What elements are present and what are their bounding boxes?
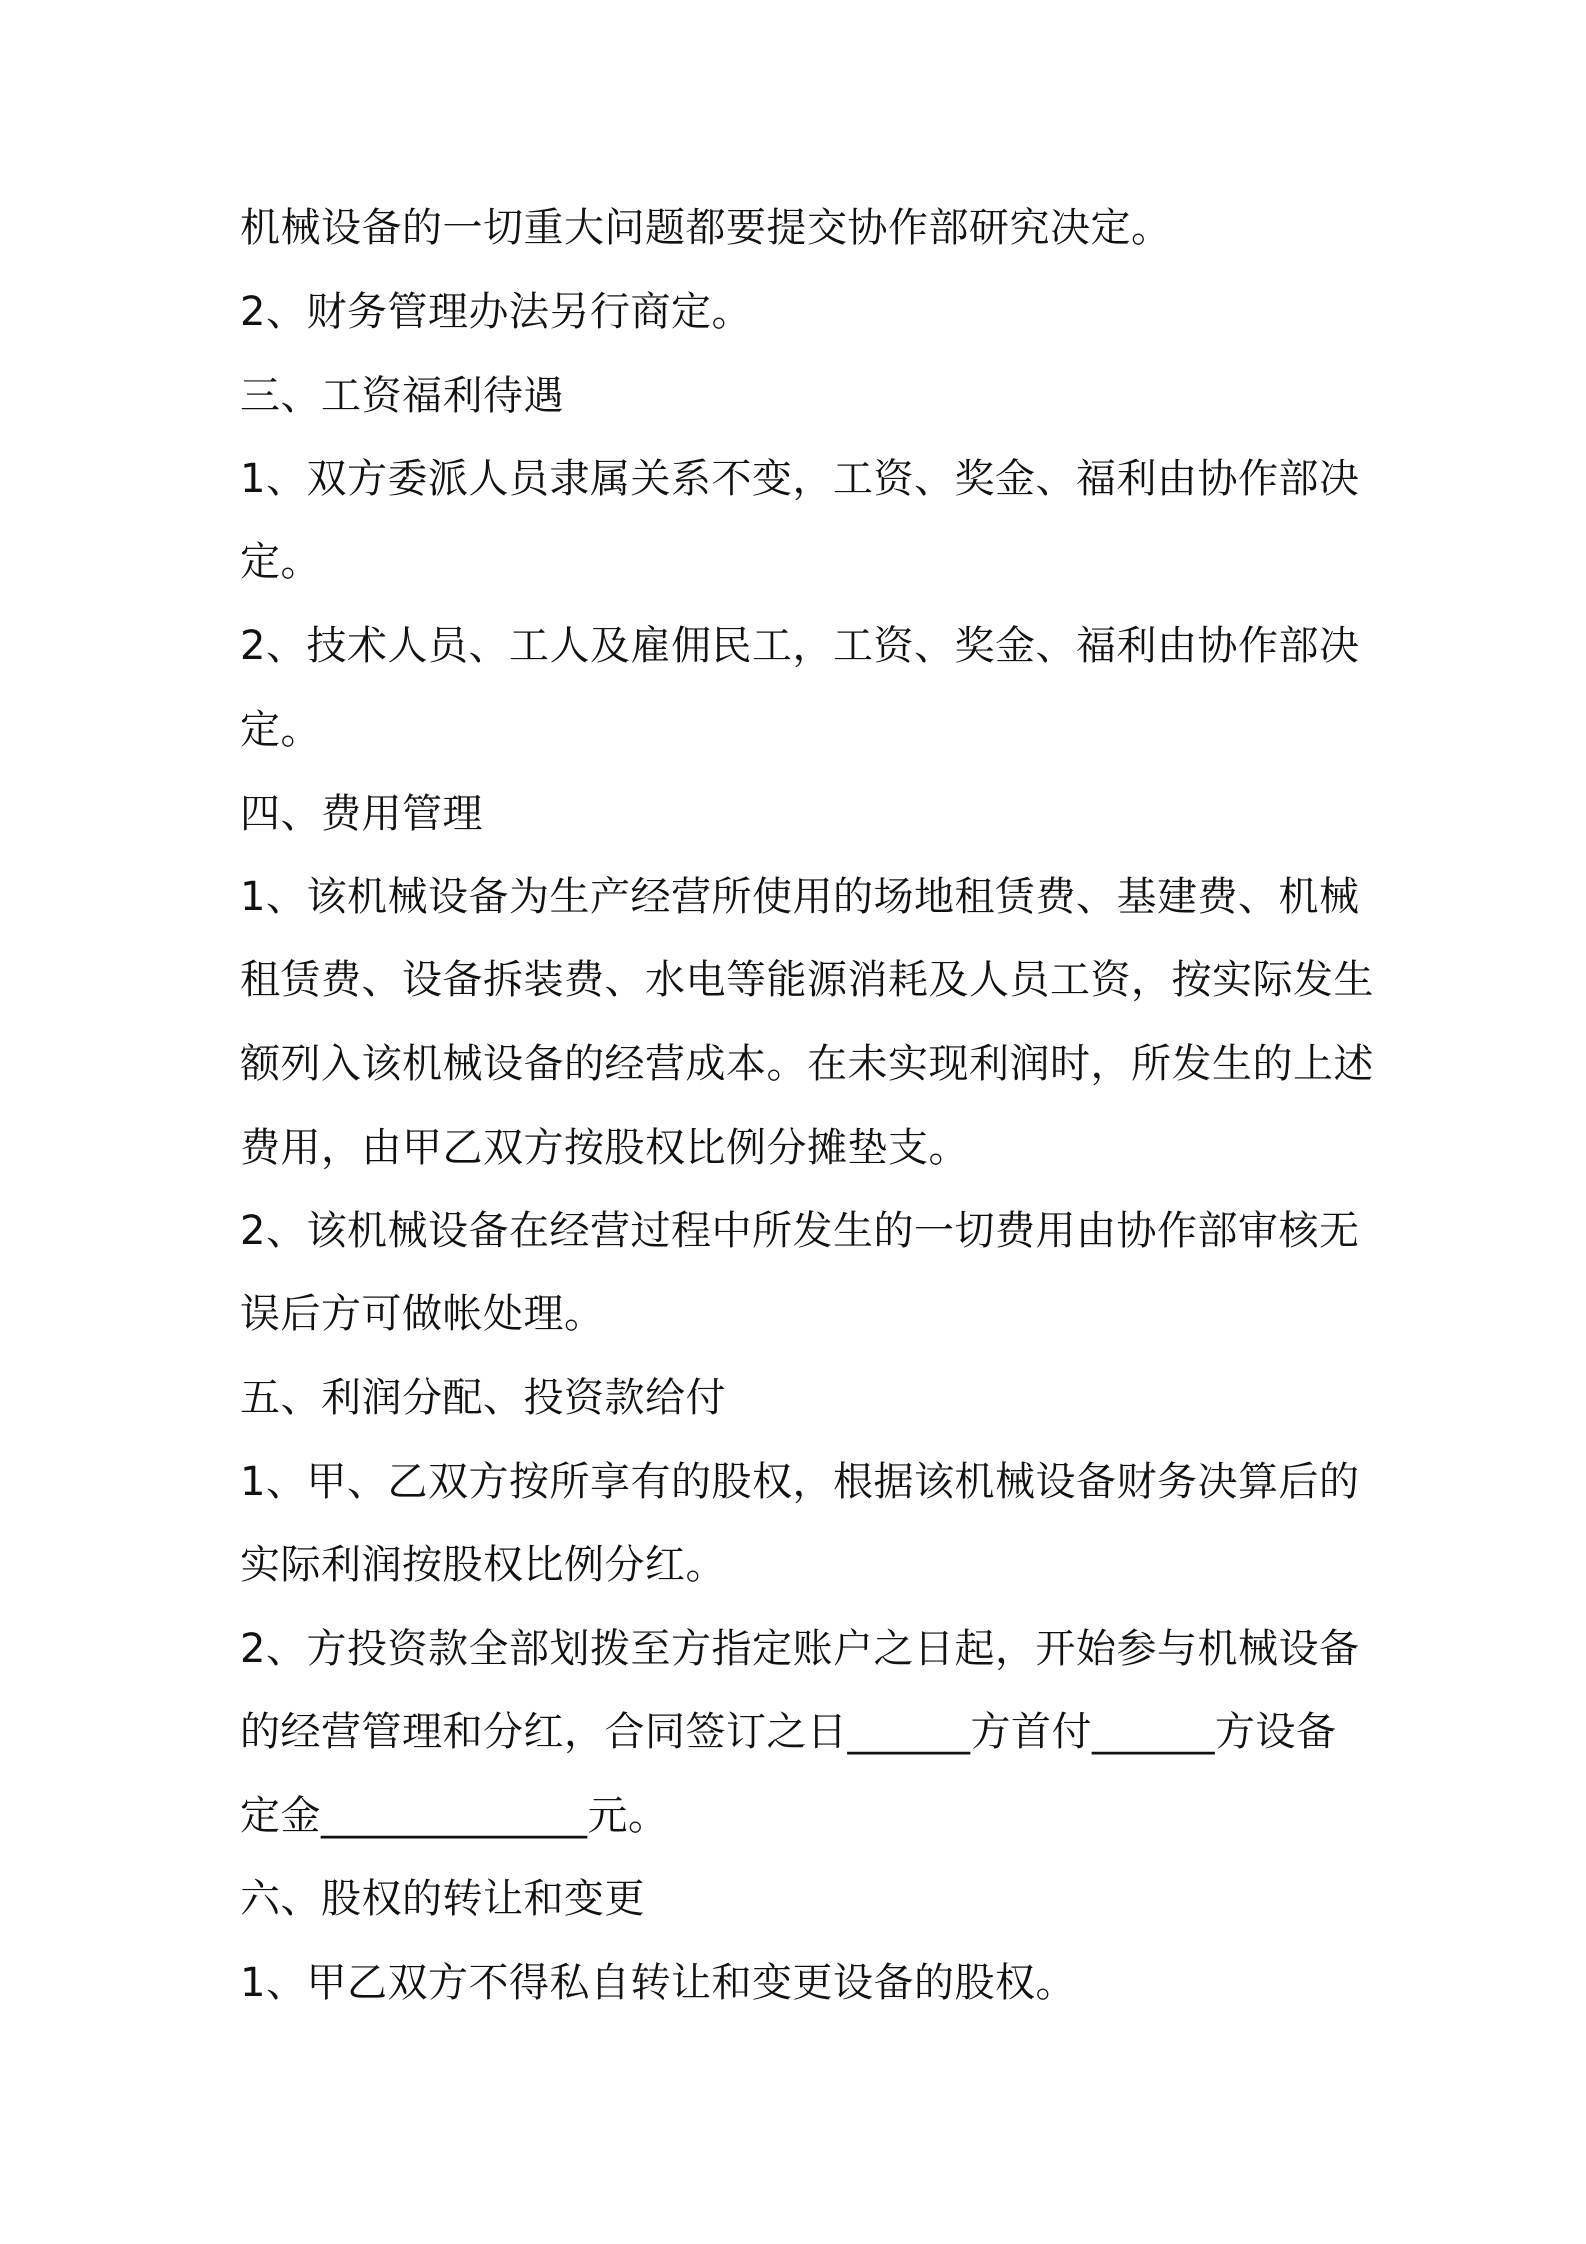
text-line: 1、甲、乙双方按所享有的股权，根据该机械设备财务决算后的 [240, 1459, 1360, 1505]
text-line: 租赁费、设备拆装费、水电等能源消耗及人员工资，按实际发生 [240, 957, 1374, 1003]
text-line: 定金_____________元。 [240, 1793, 669, 1839]
section-heading: 六、股权的转让和变更 [240, 1876, 645, 1922]
section-heading: 四、费用管理 [240, 791, 483, 837]
text-line: 定。 [240, 539, 321, 585]
text-line: 的经营管理和分红，合同签订之日______方首付______方设备 [240, 1709, 1337, 1755]
text-line: 定。 [240, 707, 321, 753]
section-heading: 三、工资福利待遇 [240, 373, 564, 419]
text-line: 1、双方委派人员隶属关系不变，工资、奖金、福利由协作部决 [240, 456, 1360, 502]
text-line: 2、方投资款全部划拨至方指定账户之日起，开始参与机械设备 [240, 1626, 1360, 1672]
text-line: 机械设备的一切重大问题都要提交协作部研究决定。 [240, 205, 1172, 251]
text-line: 误后方可做帐处理。 [240, 1291, 605, 1337]
text-line: 2、财务管理办法另行商定。 [240, 289, 752, 335]
text-line: 费用，由甲乙双方按股权比例分摊垫支。 [240, 1125, 969, 1171]
text-line: 实际利润按股权比例分红。 [240, 1542, 726, 1588]
text-line: 1、该机械设备为生产经营所使用的场地租赁费、基建费、机械 [240, 874, 1360, 920]
text-line: 2、技术人员、工人及雇佣民工，工资、奖金、福利由协作部决 [240, 623, 1360, 669]
text-line: 1、甲乙双方不得私自转让和变更设备的股权。 [240, 1960, 1076, 2006]
section-heading: 五、利润分配、投资款给付 [240, 1375, 726, 1421]
text-line: 2、该机械设备在经营过程中所发生的一切费用由协作部审核无 [240, 1208, 1360, 1254]
text-line: 额列入该机械设备的经营成本。在未实现利润时，所发生的上述 [240, 1041, 1374, 1087]
